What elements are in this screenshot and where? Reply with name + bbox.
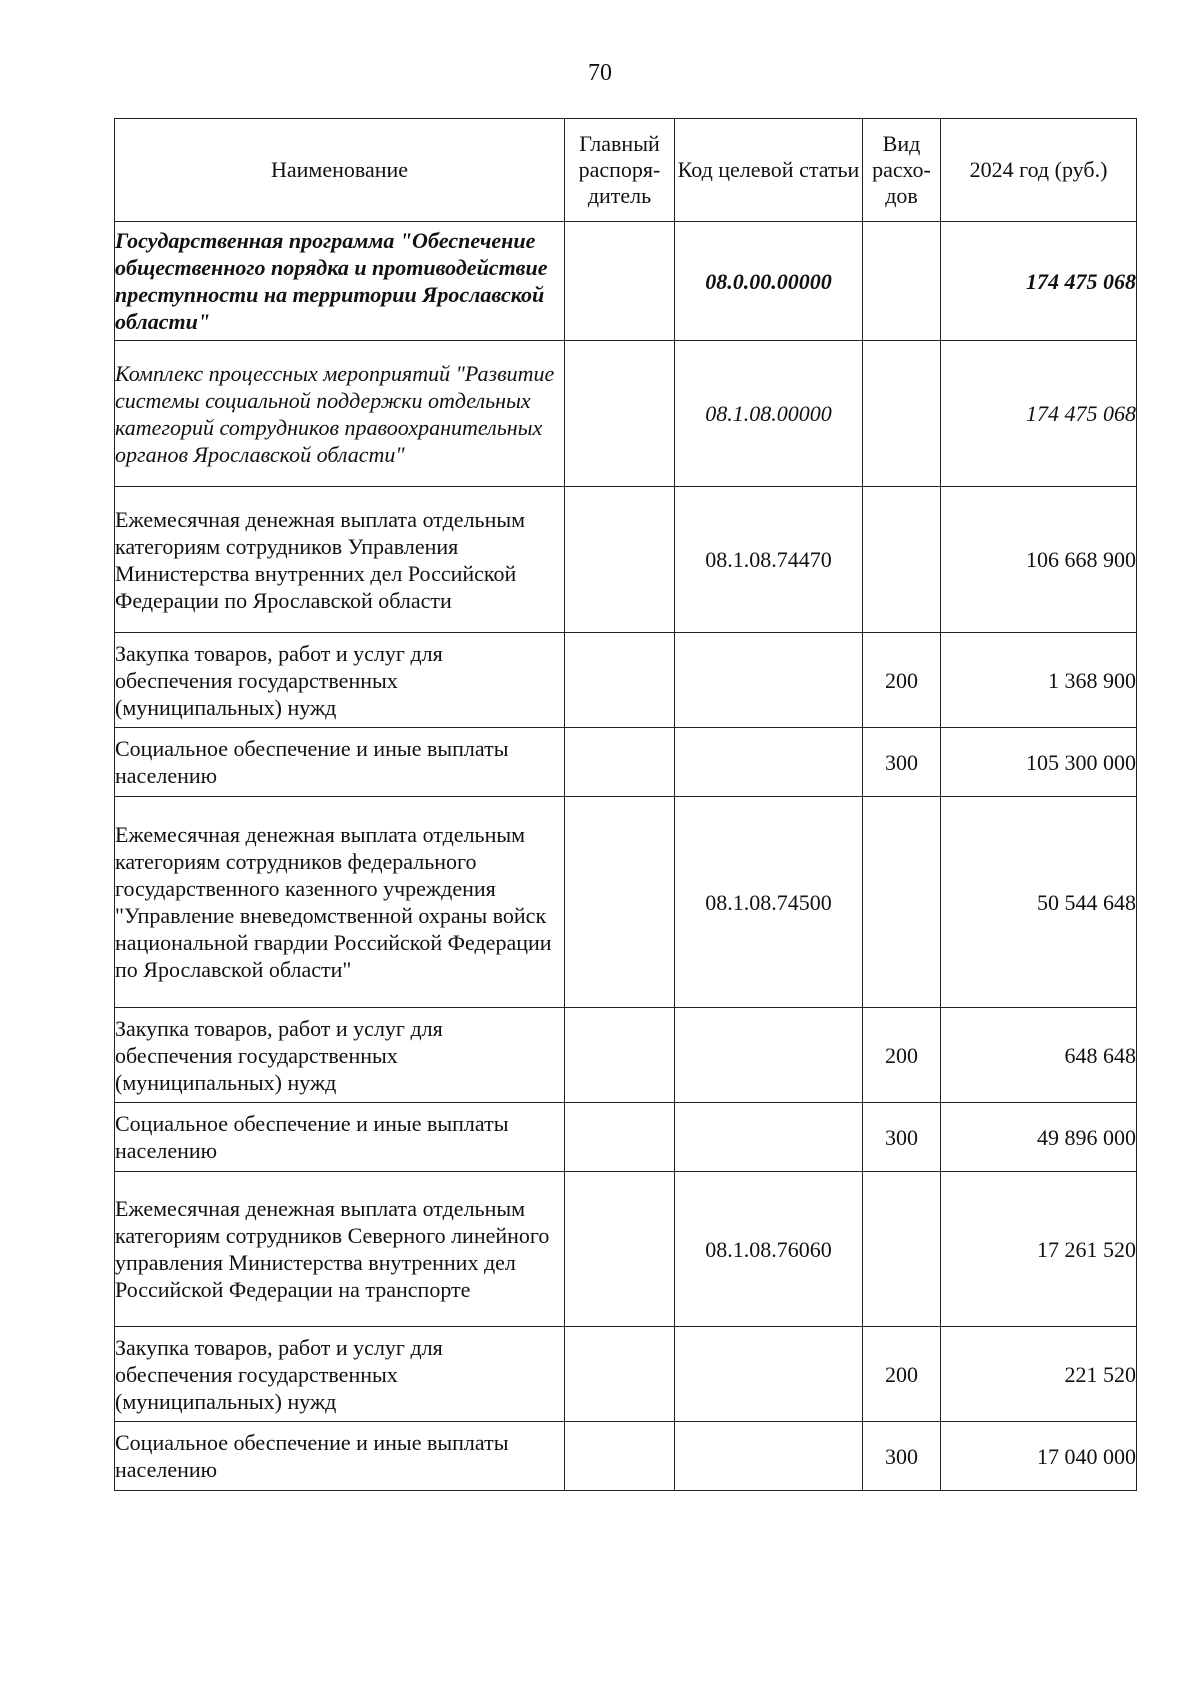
row-name: Государственная программа "Обеспечение общественного порядка и противодействие преступности на территории Ярославской области" — [115, 222, 565, 341]
row-type: 300 — [863, 1422, 941, 1491]
row-sum: 174 475 068 — [941, 222, 1137, 341]
row-code — [675, 1008, 863, 1103]
table-row — [115, 487, 1137, 633]
row-code: 08.0.00.00000 — [675, 222, 863, 341]
row-type: 200 — [863, 633, 941, 728]
row-code: 08.1.08.00000 — [675, 341, 863, 487]
table-row — [115, 728, 1137, 797]
row-name: Закупка товаров, работ и услуг для обеспечения государственных (муниципальных) нужд — [115, 1008, 565, 1103]
row-code: 08.1.08.74470 — [675, 487, 863, 633]
row-admin — [565, 1172, 675, 1327]
row-admin — [565, 341, 675, 487]
row-type — [863, 1172, 941, 1327]
table-row — [115, 222, 1137, 341]
row-code — [675, 633, 863, 728]
row-admin — [565, 1327, 675, 1422]
row-name: Закупка товаров, работ и услуг для обеспечения государственных (муниципальных) нужд — [115, 1327, 565, 1422]
row-code — [675, 728, 863, 797]
row-code — [675, 1327, 863, 1422]
row-name: Социальное обеспечение и иные выплаты населению — [115, 1422, 565, 1491]
row-admin — [565, 487, 675, 633]
table-row — [115, 1103, 1137, 1172]
row-name: Ежемесячная денежная выплата отдельным категориям сотрудников Северного линейного управления Министерства внутренних дел Российской Федерации на транспорте — [115, 1172, 565, 1327]
row-name: Социальное обеспечение и иные выплаты населению — [115, 728, 565, 797]
row-code: 08.1.08.74500 — [675, 797, 863, 1008]
table-row — [115, 1172, 1137, 1327]
page-number: 70 — [588, 60, 612, 86]
row-code — [675, 1103, 863, 1172]
table-header — [115, 119, 1137, 222]
header-sum: 2024 год (руб.) — [941, 119, 1137, 222]
table-row — [115, 797, 1137, 1008]
row-sum: 106 668 900 — [941, 487, 1137, 633]
row-sum: 1 368 900 — [941, 633, 1137, 728]
row-name: Закупка товаров, работ и услуг для обеспечения государственных (муниципальных) нужд — [115, 633, 565, 728]
row-type — [863, 222, 941, 341]
row-type — [863, 487, 941, 633]
table-body — [115, 222, 1137, 1491]
row-sum: 648 648 — [941, 1008, 1137, 1103]
budget-table — [114, 118, 1137, 1491]
table-row — [115, 1422, 1137, 1491]
table-row — [115, 1008, 1137, 1103]
table-row — [115, 1327, 1137, 1422]
header-code: Код целевой статьи — [675, 119, 863, 222]
header-name: Наименование — [115, 119, 565, 222]
header-row — [115, 119, 1137, 222]
row-admin — [565, 222, 675, 341]
row-admin — [565, 633, 675, 728]
row-code — [675, 1422, 863, 1491]
row-sum: 17 261 520 — [941, 1172, 1137, 1327]
row-admin — [565, 797, 675, 1008]
row-admin — [565, 1008, 675, 1103]
row-admin — [565, 728, 675, 797]
header-type: Вид расхо-дов — [863, 119, 941, 222]
row-sum: 174 475 068 — [941, 341, 1137, 487]
row-type: 200 — [863, 1008, 941, 1103]
row-sum: 49 896 000 — [941, 1103, 1137, 1172]
row-name: Комплекс процессных мероприятий "Развитие системы социальной поддержки отдельных категорий сотрудников правоохранительных органов Ярославской области" — [115, 341, 565, 487]
row-sum: 50 544 648 — [941, 797, 1137, 1008]
table-row — [115, 633, 1137, 728]
row-admin — [565, 1103, 675, 1172]
row-type: 300 — [863, 728, 941, 797]
row-sum: 221 520 — [941, 1327, 1137, 1422]
row-type: 200 — [863, 1327, 941, 1422]
row-name: Социальное обеспечение и иные выплаты населению — [115, 1103, 565, 1172]
row-type: 300 — [863, 1103, 941, 1172]
table-row — [115, 341, 1137, 487]
row-sum: 105 300 000 — [941, 728, 1137, 797]
row-sum: 17 040 000 — [941, 1422, 1137, 1491]
row-admin — [565, 1422, 675, 1491]
header-admin: Главный распоря-дитель — [565, 119, 675, 222]
row-name: Ежемесячная денежная выплата отдельным категориям сотрудников федерального государственного казенного учреждения "Управление вневедомственной охраны войск национальной гвардии Российской Федерации по Ярославской области" — [115, 797, 565, 1008]
row-type — [863, 341, 941, 487]
row-code: 08.1.08.76060 — [675, 1172, 863, 1327]
row-type — [863, 797, 941, 1008]
row-name: Ежемесячная денежная выплата отдельным категориям сотрудников Управления Министерства внутренних дел Российской Федерации по Ярославской области — [115, 487, 565, 633]
